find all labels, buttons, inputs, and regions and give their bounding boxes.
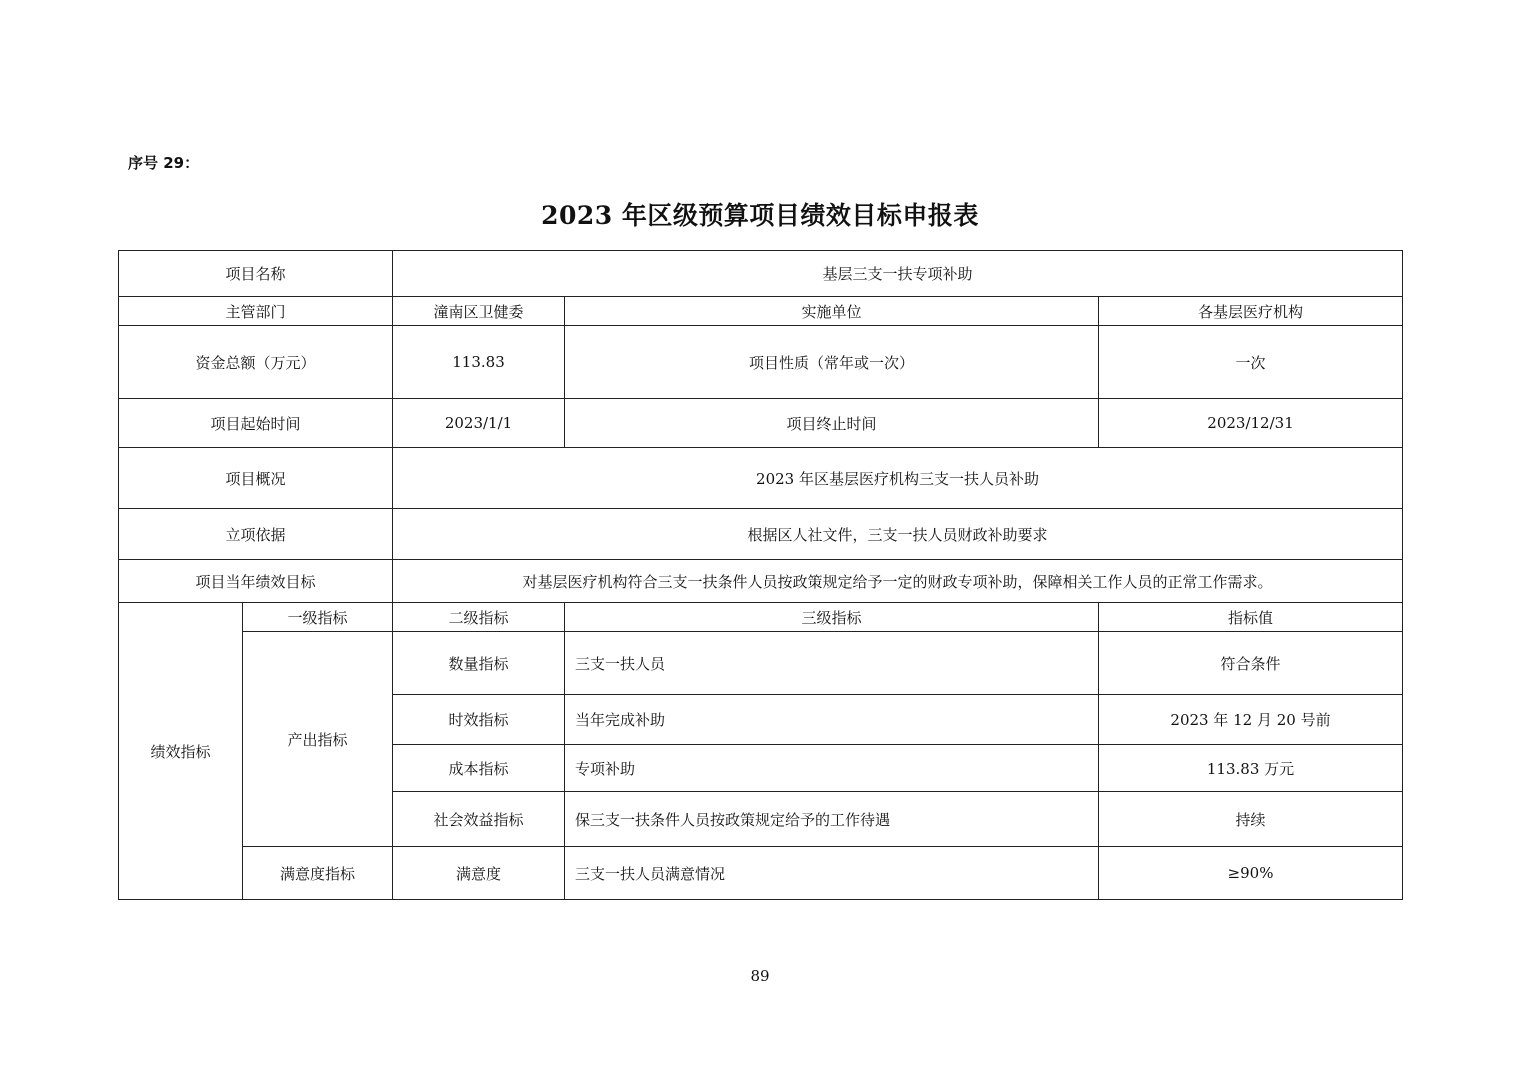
indicators-section-label: 绩效指标 [119, 603, 243, 900]
project-name-value: 基层三支一扶专项补助 [393, 251, 1403, 297]
goal-label: 项目当年绩效目标 [119, 560, 393, 603]
level2-cell: 时效指标 [393, 695, 565, 745]
page-title: 2023 年区级预算项目绩效目标申报表 [541, 201, 979, 230]
table-row [119, 560, 1403, 603]
level2-cell: 成本指标 [393, 745, 565, 792]
header-level1: 一级指标 [243, 603, 393, 632]
fund-label: 资金总额（万元） [119, 326, 393, 399]
table-row [119, 509, 1403, 560]
table-row [119, 448, 1403, 509]
output-indicator-label: 产出指标 [243, 632, 393, 847]
value-cell: 2023 年 12 月 20 号前 [1099, 695, 1403, 745]
value-cell: 113.83 万元 [1099, 745, 1403, 792]
overview-label: 项目概况 [119, 448, 393, 509]
nature-label: 项目性质（常年或一次） [565, 326, 1099, 399]
level3-cell: 保三支一扶条件人员按政策规定给予的工作待遇 [565, 792, 1099, 847]
level3-cell: 三支一扶人员 [565, 632, 1099, 695]
start-value: 2023/1/1 [393, 399, 565, 448]
project-name-label: 项目名称 [119, 251, 393, 297]
performance-target-table [118, 250, 1403, 900]
satisfaction-indicator-label: 满意度指标 [243, 847, 393, 900]
level3-cell: 三支一扶人员满意情况 [565, 847, 1099, 900]
end-label: 项目终止时间 [565, 399, 1099, 448]
overview-value: 2023 年区基层医疗机构三支一扶人员补助 [393, 448, 1403, 509]
table-row [119, 251, 1403, 297]
fund-value: 113.83 [393, 326, 565, 399]
table-row [119, 297, 1403, 326]
level2-cell: 社会效益指标 [393, 792, 565, 847]
dept-label: 主管部门 [119, 297, 393, 326]
table-row [119, 326, 1403, 399]
header-level2: 二级指标 [393, 603, 565, 632]
table-row [119, 399, 1403, 448]
start-label: 项目起始时间 [119, 399, 393, 448]
header-level3: 三级指标 [565, 603, 1099, 632]
value-cell: 符合条件 [1099, 632, 1403, 695]
serial-number: 序号 29： [128, 154, 200, 172]
basis-label: 立项依据 [119, 509, 393, 560]
dept-value: 潼南区卫健委 [393, 297, 565, 326]
table-row [119, 603, 1403, 632]
level2-cell: 数量指标 [393, 632, 565, 695]
end-value: 2023/12/31 [1099, 399, 1403, 448]
table-row [119, 632, 1403, 695]
goal-value: 对基层医疗机构符合三支一扶条件人员按政策规定给予一定的财政专项补助，保障相关工作人员的正常工作需求。 [393, 560, 1403, 603]
level3-cell: 专项补助 [565, 745, 1099, 792]
level3-cell: 当年完成补助 [565, 695, 1099, 745]
header-value: 指标值 [1099, 603, 1403, 632]
level2-cell: 满意度 [393, 847, 565, 900]
impl-label: 实施单位 [565, 297, 1099, 326]
page-number: 89 [750, 967, 770, 985]
impl-value: 各基层医疗机构 [1099, 297, 1403, 326]
value-cell: ≥90% [1099, 847, 1403, 900]
value-cell: 持续 [1099, 792, 1403, 847]
basis-value: 根据区人社文件，三支一扶人员财政补助要求 [393, 509, 1403, 560]
table-row [119, 847, 1403, 900]
nature-value: 一次 [1099, 326, 1403, 399]
